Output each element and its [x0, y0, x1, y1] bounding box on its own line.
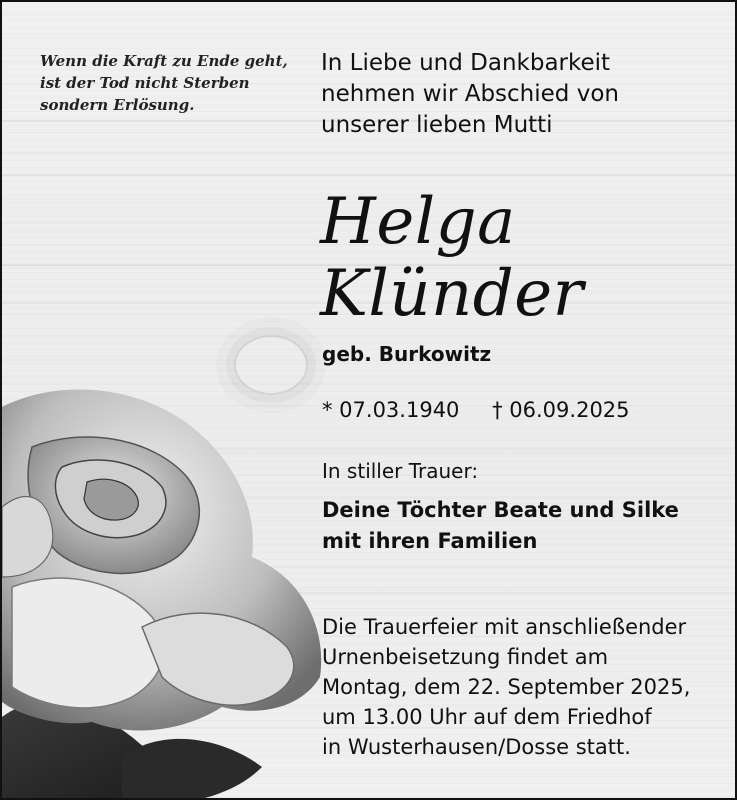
mourning-label: In stiller Trauer: [322, 459, 479, 483]
funeral-service-details [322, 612, 690, 762]
last-name: Klünder [320, 257, 584, 331]
service-line: Die Trauerfeier mit anschließender [322, 615, 687, 639]
wood-knot [234, 335, 308, 395]
birth-date: * 07.03.1940 [322, 398, 460, 422]
death-date: † 06.09.2025 [492, 398, 630, 422]
service-line: in Wusterhausen/Dosse statt. [322, 735, 631, 759]
maiden-name: geb. Burkowitz [322, 342, 492, 366]
intro-line: In Liebe und Dankbarkeit [321, 50, 611, 76]
mourners-line: mit ihren Familien [322, 529, 538, 553]
service-line: um 13.00 Uhr auf dem Friedhof [322, 705, 652, 729]
quote-line: Wenn die Kraft zu Ende geht, [40, 52, 288, 70]
first-name: Helga [320, 185, 516, 259]
intro-block [321, 48, 731, 141]
mourners-list [322, 495, 679, 557]
quote-line: sondern Erlösung. [40, 96, 195, 114]
life-dates [322, 398, 630, 422]
leaf-shape [122, 739, 262, 800]
memorial-quote [40, 50, 300, 116]
mourners-line: Deine Töchter Beate und Silke [322, 498, 679, 522]
quote-line: ist der Tod nicht Sterben [40, 74, 250, 92]
rose-illustration [2, 387, 332, 800]
service-line: Urnenbeisetzung findet am [322, 645, 609, 669]
wood-grain-line [2, 174, 737, 176]
service-line: Montag, dem 22. September 2025, [322, 675, 691, 699]
deceased-name [320, 186, 584, 330]
intro-line: unserer lieben Mutti [321, 112, 553, 138]
intro-line: nehmen wir Abschied von [321, 81, 619, 107]
